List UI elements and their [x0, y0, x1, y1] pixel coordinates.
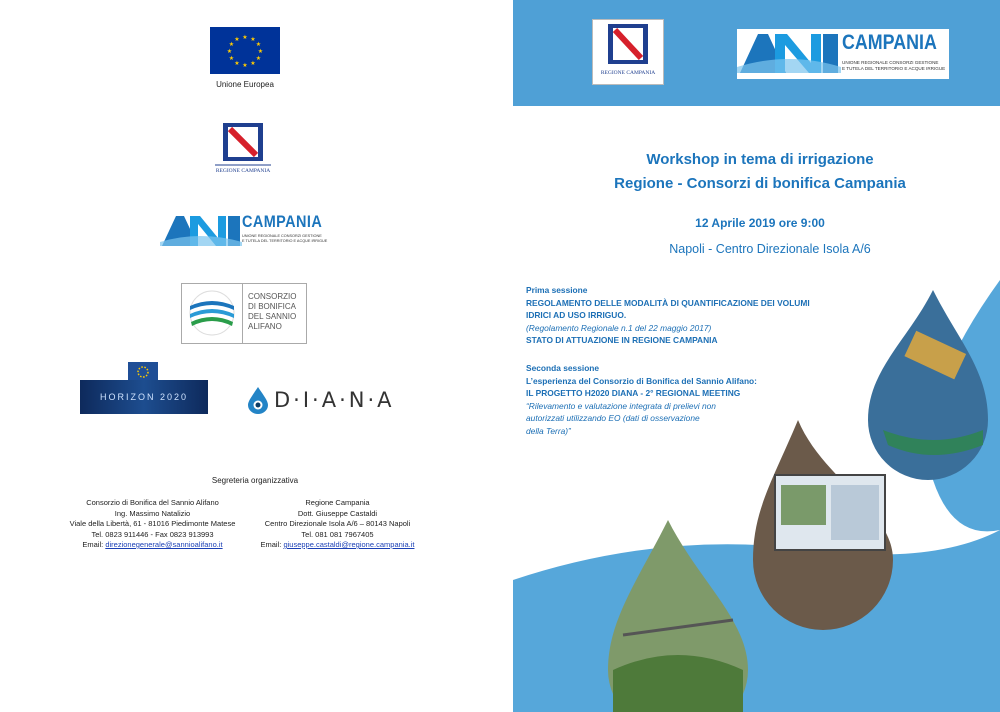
svg-text:★: ★ [255, 41, 262, 48]
consorzio-wave-icon [182, 284, 242, 343]
anbi-subtitle-1-header: UNIONE REGIONALE CONSORZI GESTIONE [842, 60, 939, 65]
secretariat-heading: Segreteria organizzativa [211, 476, 299, 485]
event-date: 12 Aprile 2019 ore 9:00 [695, 216, 825, 230]
contact-right-line-3: Centro Direzionale Isola A/6 – 80143 Napoli [264, 519, 411, 528]
email-link-consorzio[interactable]: direzionegenerale@sannioalifano.it [105, 540, 223, 549]
svg-text:★: ★ [234, 60, 240, 67]
email-label: Email: [82, 540, 106, 549]
session-1-status: STATO DI ATTUAZIONE IN REGIONE CAMPANIA [526, 335, 718, 345]
contact-left-email-row [50, 540, 255, 551]
session-2-quote-3: della Terra)” [526, 425, 571, 436]
anbi-campania-logo-header [737, 29, 949, 79]
program-session-2 [526, 362, 826, 437]
anbi-name-header: CAMPANIA [842, 31, 937, 54]
program-session-1 [526, 284, 866, 347]
regione-logo-text-header: REGIONE CAMPANIA [600, 70, 656, 76]
svg-text:★: ★ [234, 36, 240, 43]
eu-flag-icon [210, 27, 280, 74]
email-link-regione[interactable]: giuseppe.castaldi@regione.campania.it [283, 540, 415, 549]
contact-left-line-3: Viale della Libertà, 61 - 81016 Piedimonte Matese [69, 519, 236, 528]
regione-campania-logo-header [592, 19, 664, 85]
svg-text:★: ★ [228, 41, 235, 48]
anbi-drop-icon [160, 212, 242, 250]
eu-flag-logo [210, 27, 280, 74]
svg-text:★: ★ [255, 55, 262, 62]
anbi-subtitle-2-header: E TUTELA DEL TERRITORIO E ACQUE IRRIGUE [842, 66, 946, 71]
contact-right-line-2: Dott. Giuseppe Castaldi [297, 508, 378, 518]
svg-text:★: ★ [242, 34, 248, 41]
session-2-line-2: IL PROGETTO H2020 DIANA - 2° REGIONAL MEETING [526, 388, 741, 398]
contact-left-line-2: Ing. Massimo Natalizio [114, 508, 191, 518]
session-2-heading: Seconda sessione [526, 363, 600, 373]
anbi-subtitle-2: E TUTELA DEL TERRITORIO E ACQUE IRRIGUE [242, 239, 328, 243]
horizon-eu-flag-icon [128, 362, 158, 382]
consorzio-line-1: CONSORZIO [248, 292, 297, 301]
session-2-quote-1: “Rilevamento e valutazione integrata di prelievi non [526, 400, 716, 411]
consorzio-logo [181, 283, 307, 344]
workshop-title-line-1: Workshop in tema di irrigazione [646, 151, 874, 168]
contact-right-line-4: Tel. 081 081 7967405 [301, 529, 374, 539]
svg-text:★: ★ [228, 55, 235, 62]
consorzio-line-4: ALIFANO [248, 322, 282, 331]
svg-text:★: ★ [250, 36, 256, 43]
svg-text:★: ★ [226, 48, 233, 55]
contact-left-line-1: Consorzio di Bonifica del Sannio Alifano [86, 498, 219, 507]
session-1-heading: Prima sessione [526, 285, 588, 295]
anbi-campania-logo [160, 212, 328, 252]
contact-consorzio [50, 498, 255, 551]
contact-left-line-4: Tel. 0823 911446 - Fax 0823 913993 [91, 529, 214, 539]
session-2-line-1: L’esperienza del Consorzio di Bonifica del Sannio Alifano: [526, 375, 757, 386]
horizon-text: HORIZON 2020 [99, 392, 189, 402]
consorzio-line-2: DI BONIFICA [248, 302, 297, 311]
diana-text: D·I·A·N·A [274, 388, 395, 412]
diana-logo [246, 386, 411, 416]
svg-text:★: ★ [242, 62, 248, 69]
anbi-subtitle-1: UNIONE REGIONALE CONSORZI GESTIONE [242, 234, 322, 238]
consorzio-line-3: DEL SANNIO [248, 312, 297, 321]
horizon-2020-logo [80, 362, 208, 414]
regione-shield-icon [593, 20, 663, 70]
anbi-name: CAMPANIA [242, 212, 323, 231]
svg-text:★: ★ [257, 48, 264, 55]
contact-regione [250, 498, 425, 551]
event-venue: Napoli - Centro Direzionale Isola A/6 [669, 242, 871, 256]
horizon-banner [80, 380, 208, 414]
anbi-drop-icon [737, 29, 841, 77]
regione-logo-text: REGIONE CAMPANIA [215, 168, 271, 174]
diana-drop-icon [246, 386, 270, 414]
consorzio-emblem-box [182, 284, 243, 343]
session-1-title-line-1: REGOLAMENTO DELLE MODALITÀ DI QUANTIFICAZIONE DEI VOLUMI [526, 297, 810, 308]
contact-right-email-row [250, 540, 425, 551]
session-1-note: (Regolamento Regionale n.1 del 22 maggio 2017) [526, 322, 712, 333]
email-label: Email: [260, 540, 284, 549]
session-2-quote-2: autorizzati utilizzando EO (dati di osservazione [526, 413, 700, 423]
regione-campania-logo [213, 123, 273, 179]
eu-caption: Unione Europea [216, 80, 274, 89]
workshop-title-line-2: Regione - Consorzi di bonifica Campania [614, 175, 906, 192]
contact-right-line-1: Regione Campania [305, 498, 370, 507]
session-1-title-line-2: IDRICI AD USO IRRIGUO. [526, 310, 627, 320]
svg-text:★: ★ [250, 60, 256, 67]
